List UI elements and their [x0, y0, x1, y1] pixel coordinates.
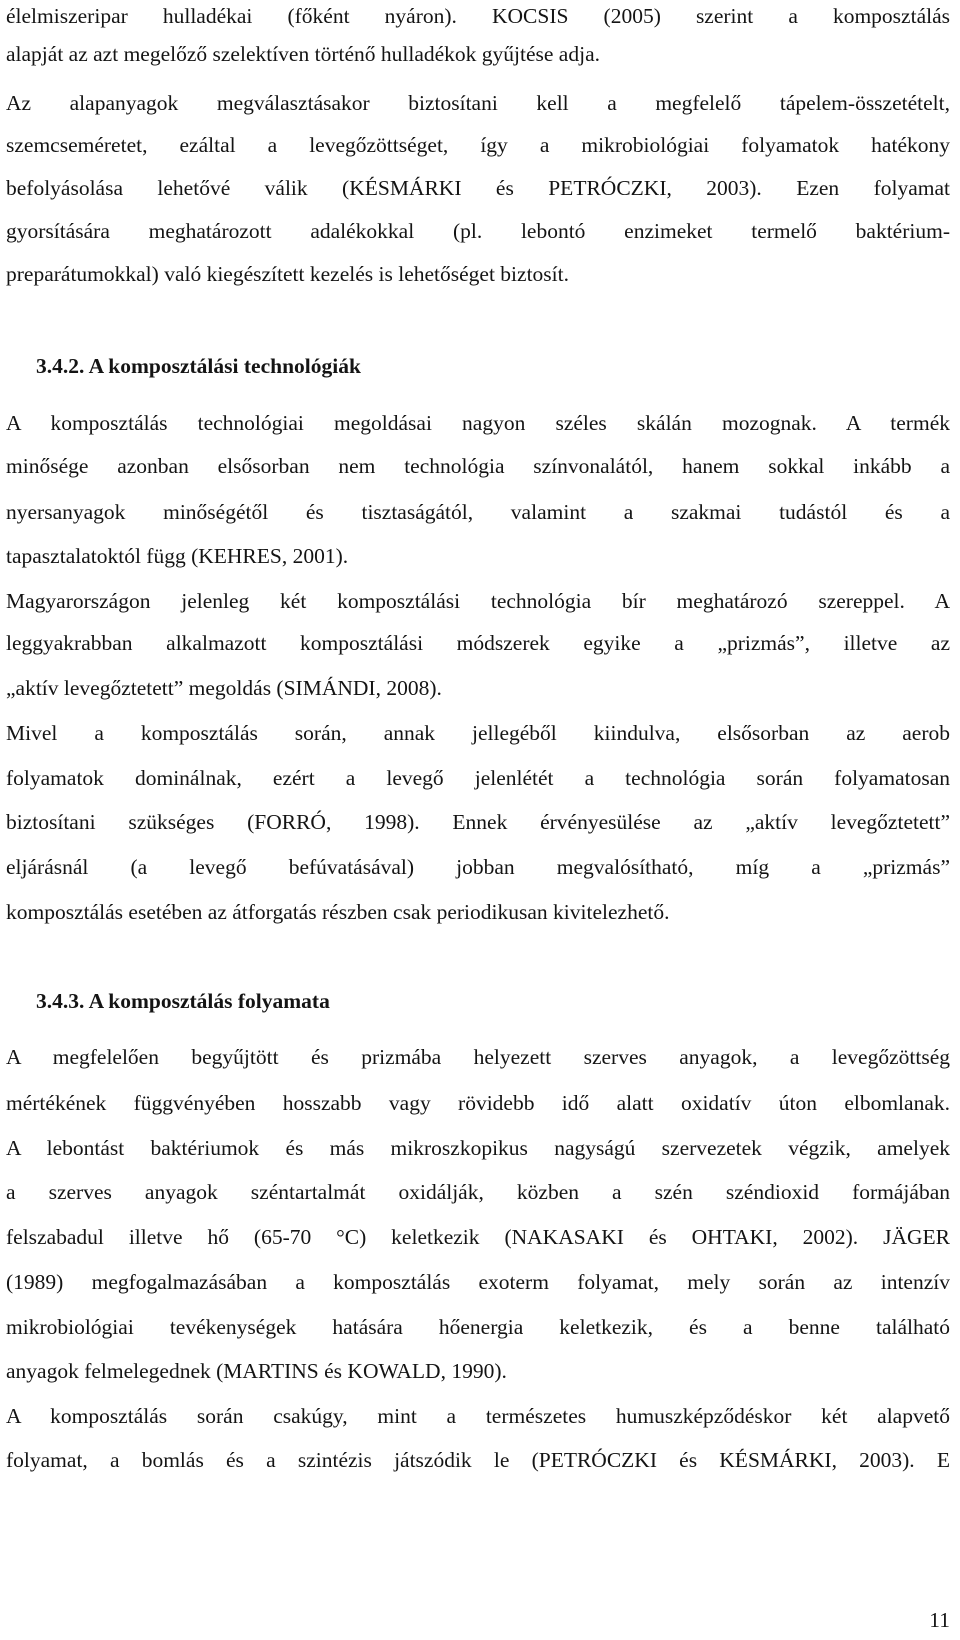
intro-line-5: befolyásolása lehetővé válik (KÉSMÁRKI és PETRÓCZKI, 2003). Ezen folyamat: [6, 176, 950, 200]
section-343-line-2: mértékének függvényében hosszabb vagy rövidebb idő alatt oxidatív úton elbomlanak.: [6, 1091, 950, 1115]
section-heading-3-4-3: 3.4.3. A komposztálás folyamata: [36, 989, 330, 1013]
section-343-line-3: A lebontást baktériumok és más mikroszkopikus nagyságú szervezetek végzik, amelyek: [6, 1136, 950, 1160]
section-342-line-6: leggyakrabban alkalmazott komposztálási módszerek egyike a „prizmás”, illetve az: [6, 631, 950, 655]
section-342-line-4: tapasztalatoktól függ (KEHRES, 2001).: [6, 544, 349, 568]
intro-line-6: gyorsítására meghatározott adalékokkal (pl. lebontó enzimeket termelő baktérium-: [6, 219, 950, 243]
section-343-line-10: folyamat, a bomlás és a szintézis játszódik le (PETRÓCZKI és KÉSMÁRKI, 2003). E: [6, 1448, 950, 1472]
section-343-line-4: a szerves anyagok széntartalmát oxidálják, közben a szén széndioxid formájában: [6, 1180, 950, 1204]
intro-line-4: szemcseméretet, ezáltal a levegőzöttséget, így a mikrobiológiai folyamatok hatékony: [6, 133, 950, 157]
intro-line-7: preparátumokkal) való kiegészített kezelés is lehetőséget biztosít.: [6, 262, 569, 286]
intro-line-1: élelmiszeripar hulladékai (főként nyáron). KOCSIS (2005) szerint a komposztálás: [6, 4, 950, 28]
section-heading-3-4-2: 3.4.2. A komposztálási technológiák: [36, 354, 361, 378]
intro-line-3: Az alapanyagok megválasztásakor biztosítani kell a megfelelő tápelem-összetételt,: [6, 91, 950, 115]
section-343-line-5: felszabadul illetve hő (65-70 °C) keletkezik (NAKASAKI és OHTAKI, 2002). JÄGER: [6, 1225, 950, 1249]
section-343-line-9: A komposztálás során csakúgy, mint a természetes humuszképződéskor két alapvető: [6, 1404, 950, 1428]
section-342-line-9: folyamatok dominálnak, ezért a levegő jelenlétét a technológia során folyamatosan: [6, 766, 950, 790]
section-342-line-11: eljárásnál (a levegő befúvatásával) jobban megvalósítható, míg a „prizmás”: [6, 855, 950, 879]
section-342-line-3: nyersanyagok minőségétől és tisztaságától, valamint a szakmai tudástól és a: [6, 500, 950, 524]
section-343-line-7: mikrobiológiai tevékenységek hatására hőenergia keletkezik, és a benne található: [6, 1315, 950, 1339]
section-342-line-2: minősége azonban elsősorban nem technológia színvonalától, hanem sokkal inkább a: [6, 454, 950, 478]
section-342-line-7: „aktív levegőztetett” megoldás (SIMÁNDI, 2008).: [6, 676, 442, 700]
section-343-line-8: anyagok felmelegednek (MARTINS és KOWALD, 1990).: [6, 1359, 507, 1383]
page-number: 11: [929, 1608, 950, 1632]
section-342-line-8: Mivel a komposztálás során, annak jellegéből kiindulva, elsősorban az aerob: [6, 721, 950, 745]
section-343-line-6: (1989) megfogalmazásában a komposztálás exoterm folyamat, mely során az intenzív: [6, 1270, 950, 1294]
section-342-line-5: Magyarországon jelenleg két komposztálási technológia bír meghatározó szereppel. A: [6, 589, 950, 613]
section-342-line-10: biztosítani szükséges (FORRÓ, 1998). Ennek érvényesülése az „aktív levegőztetett”: [6, 810, 950, 834]
intro-line-2: alapját az azt megelőző szelektíven történő hulladékok gyűjtése adja.: [6, 42, 600, 66]
section-342-line-1: A komposztálás technológiai megoldásai nagyon széles skálán mozognak. A termék: [6, 411, 950, 435]
section-342-line-12: komposztálás esetében az átforgatás részben csak periodikusan kivitelezhető.: [6, 900, 670, 924]
section-343-line-1: A megfelelően begyűjtött és prizmába helyezett szerves anyagok, a levegőzöttség: [6, 1045, 950, 1069]
